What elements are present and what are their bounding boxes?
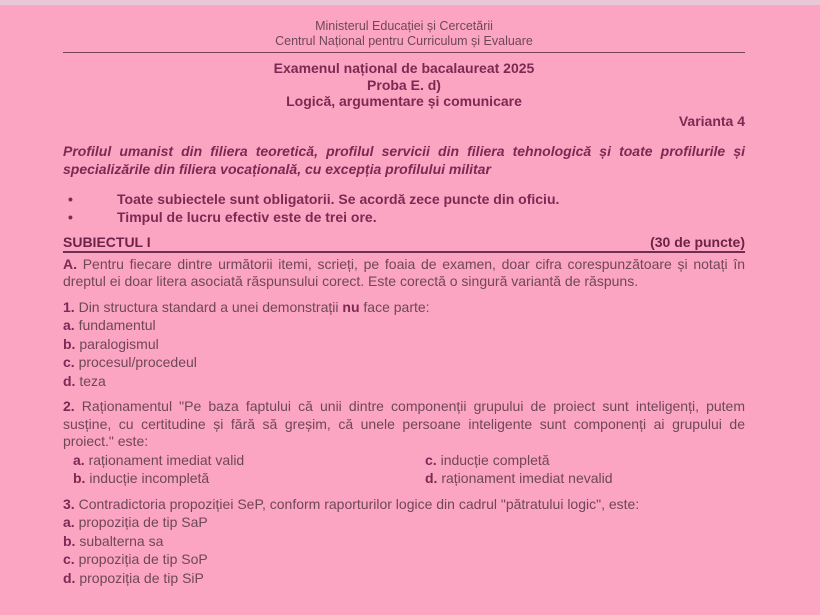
question-number: 3. [63, 495, 75, 512]
option-row [63, 335, 745, 354]
bullet-icon: • [68, 208, 73, 225]
option-row [63, 372, 745, 391]
option-text: propoziția de tip SaP [74, 514, 208, 530]
subject-points: (30 de puncte) [650, 233, 745, 250]
option-text: raționament imediat nevalid [437, 470, 613, 486]
question-stem [63, 398, 745, 451]
option-letter: b. [63, 335, 76, 352]
question-stem-text: face parte: [359, 298, 430, 315]
option-text: procesul/procedeul [74, 354, 197, 370]
question-1 [63, 299, 745, 391]
option-text: inducție incompletă [85, 470, 210, 486]
exam-title-block [63, 60, 745, 110]
option-letter: d. [63, 569, 76, 586]
question-stem-text: Din structura standard a unei demonstrații [74, 298, 343, 315]
option-text: inducție completă [436, 451, 550, 468]
question-3 [63, 496, 745, 588]
option-letter: c. [63, 551, 75, 567]
option-letter: c. [425, 451, 437, 468]
option-text: fundamentul [74, 317, 156, 333]
option-letter: a. [63, 514, 75, 530]
options-grid [63, 451, 745, 488]
profile-note: Profilul umanist din filiera teoretică, profilul servicii din filiera tehnologică și toate profilurile și specializările din filiera vocațională, cu excepția profilului militar [63, 142, 745, 177]
option-letter: b. [73, 470, 86, 486]
option-letter: b. [63, 532, 76, 549]
option-row [73, 451, 425, 470]
subject-header [63, 234, 745, 253]
ministry-name: Ministerul Educației și Cercetării [315, 19, 493, 33]
option-row [63, 532, 745, 551]
option-row [63, 353, 745, 372]
option-letter: c. [63, 354, 75, 370]
document-header [63, 19, 745, 53]
option-row [73, 469, 425, 488]
option-letter: d. [425, 470, 438, 486]
part-a-paragraph [63, 256, 745, 291]
instruction-item [63, 208, 745, 226]
option-text: propoziția de tip SoP [74, 551, 208, 567]
bullet-icon: • [68, 190, 73, 207]
center-name: Centrul Național pentru Curriculum și Evaluare [275, 34, 533, 48]
option-row [63, 316, 745, 335]
instruction-item [63, 190, 745, 208]
option-text: teza [75, 372, 106, 389]
part-a-label: A. [63, 255, 77, 272]
variant-label: Varianta 4 [678, 112, 745, 129]
option-text: subalterna sa [75, 532, 164, 549]
option-text: raționament imediat valid [84, 451, 245, 468]
question-stem-emphasis: nu [342, 298, 360, 315]
option-row [63, 569, 745, 588]
option-row [425, 451, 745, 470]
option-text: paralogismul [75, 335, 159, 352]
exam-discipline: Logică, argumentare și comunicare [286, 93, 522, 109]
question-stem [63, 496, 745, 514]
subject-title: SUBIECTUL I [63, 233, 151, 250]
question-2 [63, 398, 745, 488]
question-number: 1. [63, 298, 75, 315]
option-text: propoziția de tip SiP [75, 569, 204, 586]
instruction-text: Toate subiectele sunt obligatorii. Se acordă zece puncte din oficiu. [117, 190, 560, 207]
option-row [425, 469, 745, 488]
option-letter: a. [63, 317, 75, 333]
exam-document [0, 5, 820, 587]
instruction-text: Timpul de lucru efectiv este de trei ore. [117, 208, 377, 225]
part-a-text: Pentru fiecare dintre următorii itemi, scrieți, pe foaia de examen, doar cifra corespunzătoare și notați în dreptul ei doar litera asociată răspunsului corect. Este corectă o singură variantă de răspuns. [63, 255, 745, 289]
exam-title: Examenul național de bacalaureat 2025 [273, 60, 535, 76]
option-row [63, 550, 745, 569]
question-stem [63, 299, 745, 317]
question-stem-text: Contradictoria propoziției SeP, conform raporturilor logice din cadrul "pătratului logic", este: [74, 495, 640, 512]
question-stem-text: Raționamentul "Pe baza faptului că unii dintre componenții grupului de proiect sunt inteligenți, putem susține, cu certitudine și fără să greșim, că unele persoane inteligente sunt componenți ai grupului de proiect." este: [63, 398, 745, 449]
question-number: 2. [63, 398, 75, 414]
instructions-list [63, 190, 745, 226]
exam-probe: Proba E. d) [367, 76, 441, 93]
option-row [63, 513, 745, 532]
option-letter: a. [73, 451, 85, 468]
option-letter: d. [63, 372, 76, 389]
